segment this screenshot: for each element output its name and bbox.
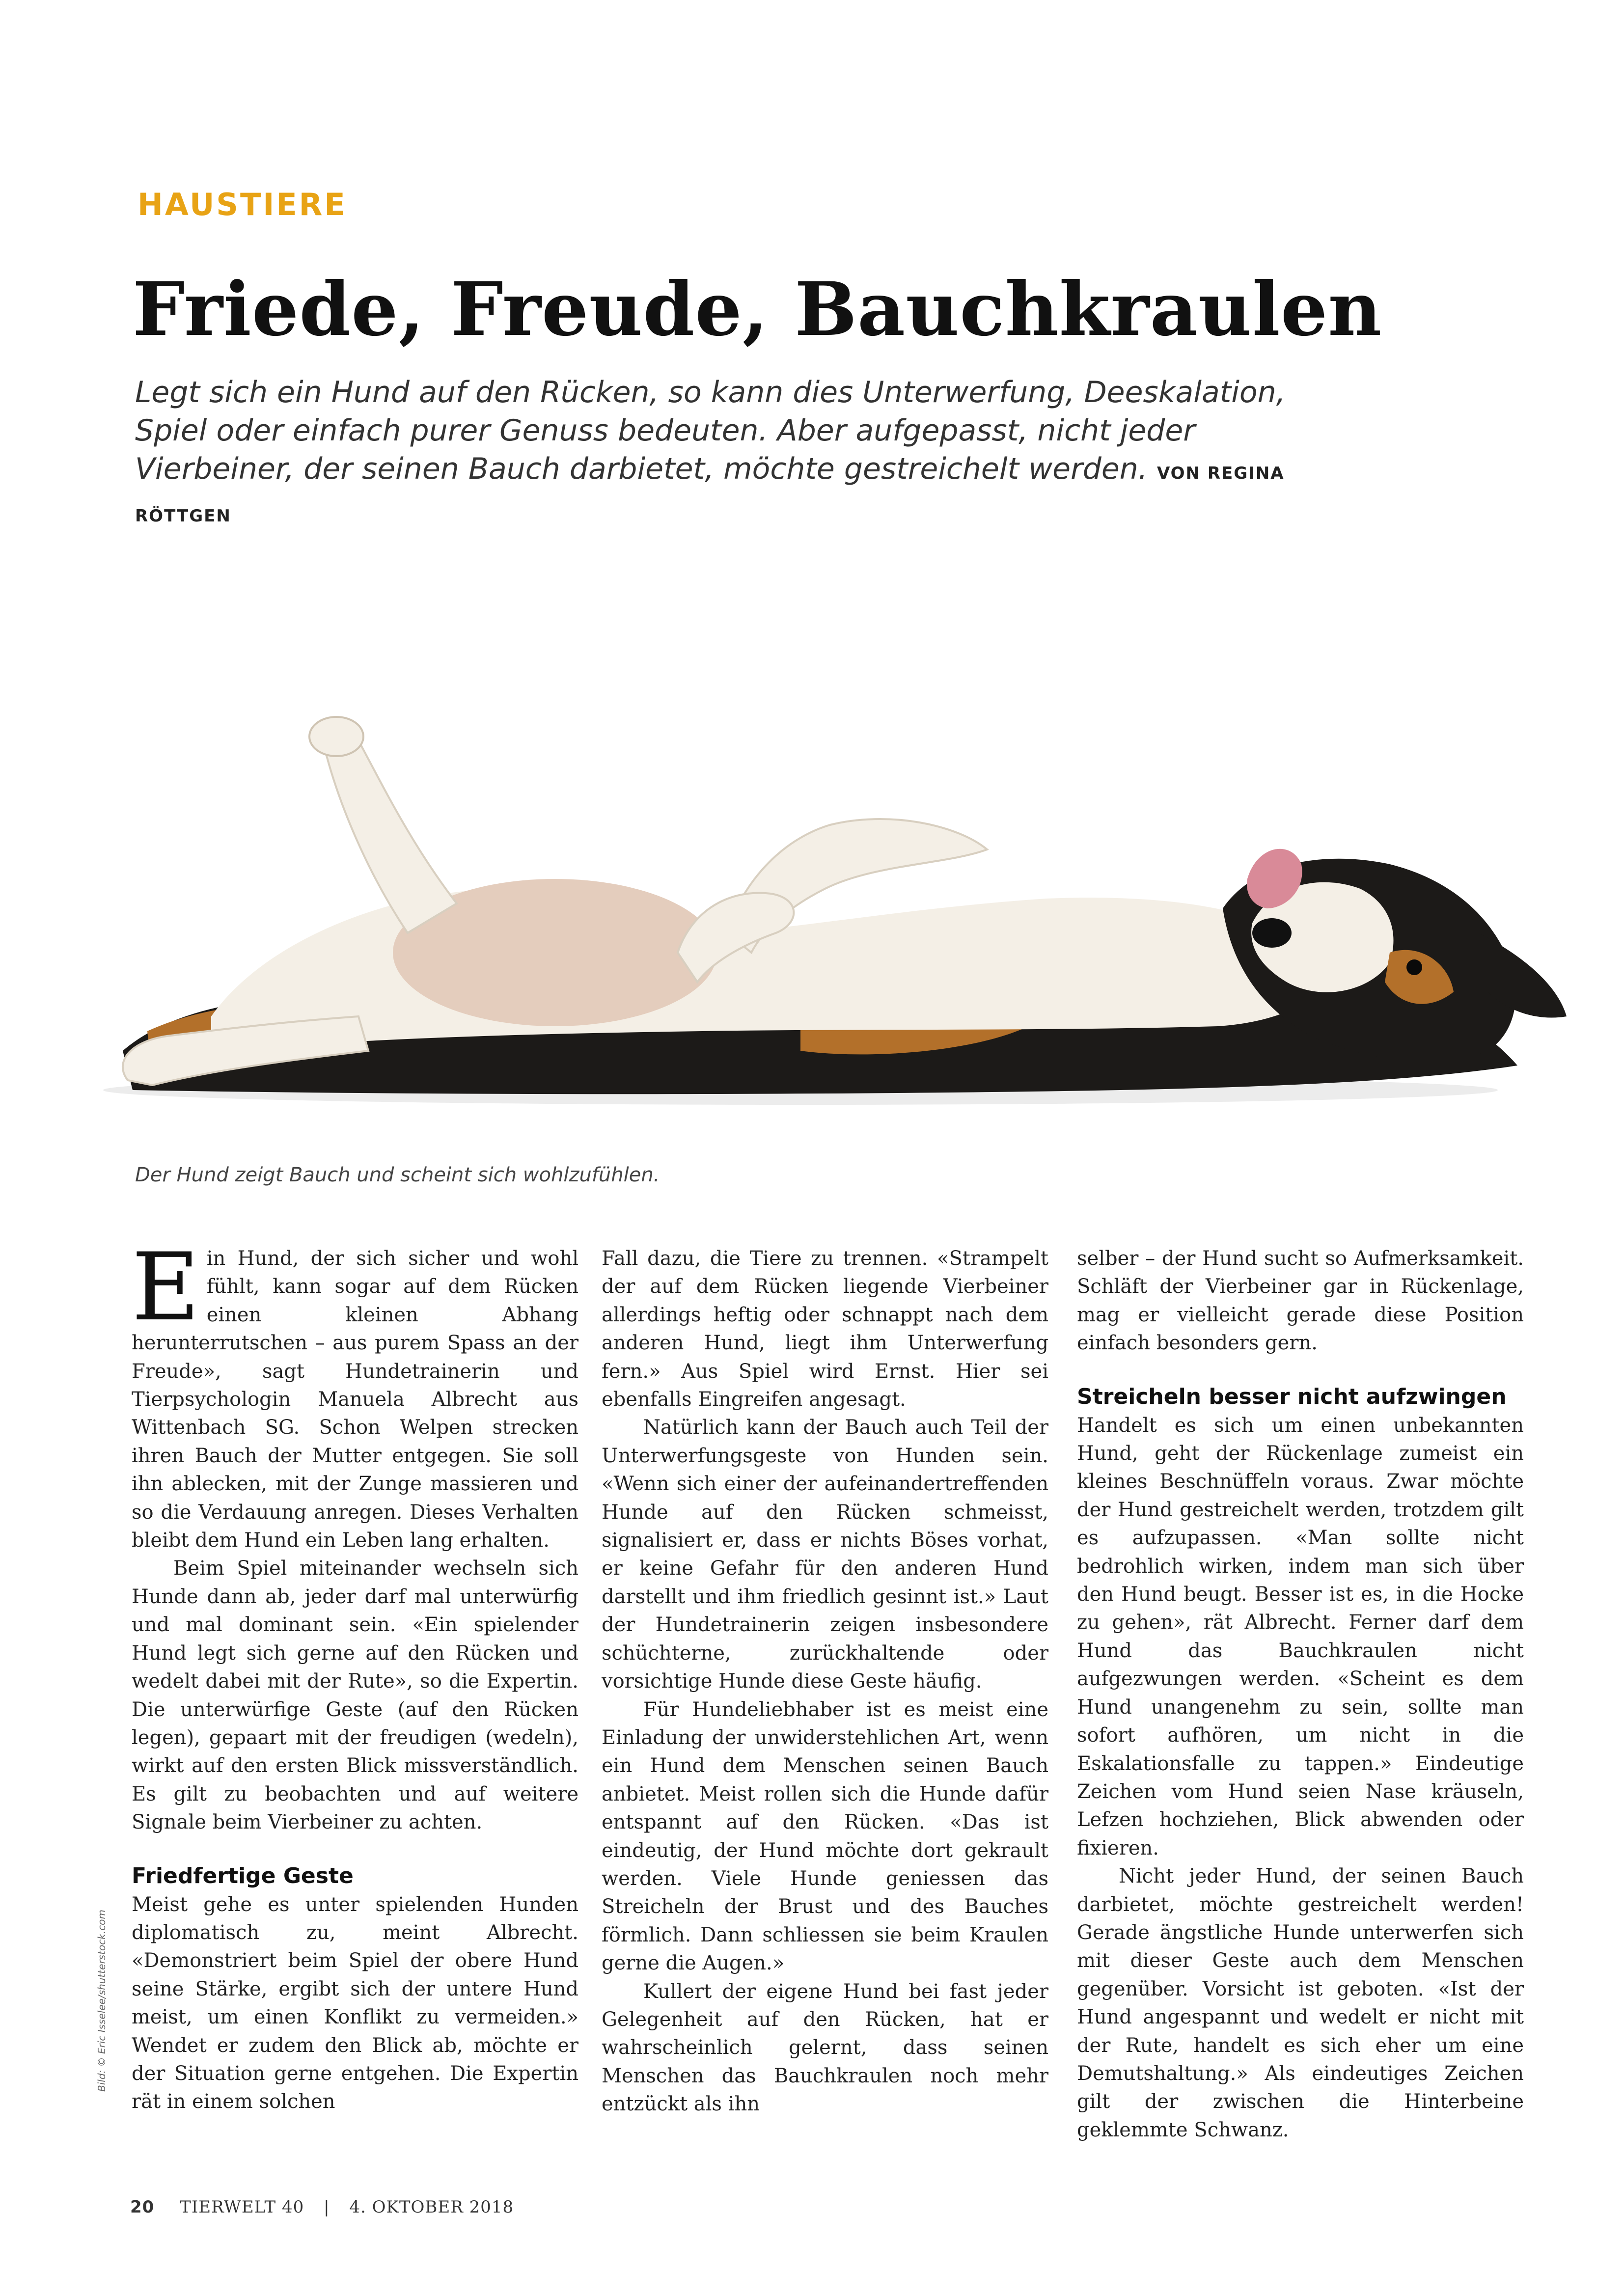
paragraph: Fall dazu, die Tiere zu trennen. «Strampelt der auf dem Rücken liegende Vierbeiner allerdings heftig oder schnappt nach dem anderen Hund, liegt ihm Unterwerfung fern.» Aus Spiel wird Ernst. Hier sei ebenfalls Eingreifen angesagt. xyxy=(602,1247,1048,1411)
dog-eye xyxy=(1406,959,1422,975)
issue-date: 4. OKTOBER 2018 xyxy=(349,2197,514,2217)
paragraph: Kullert der eigene Hund bei fast jeder Gelegenheit auf den Rücken, hat er wahrscheinlich gelernt, dass seinen Menschen das Bauchkraulen noch mehr entzückt als ihn xyxy=(602,1980,1048,2116)
magazine-issue: TIERWELT 40 xyxy=(180,2197,304,2217)
paragraph xyxy=(132,1233,578,1555)
dog-hind-paw xyxy=(309,717,363,756)
dropcap: E xyxy=(132,1233,200,1341)
paragraph: Nicht jeder Hund, der seinen Bauch darbietet, möchte gestreichelt werden! Gerade ängstliche Hunde unterwerfen sich mit dieser Geste auch dem Menschen gegenüber. Vorsicht ist geboten. «Ist der Hund angespannt und wedelt er nicht mit der Rute, handelt es sich eher um eine Demutshaltung.» Als eindeutiges Zeichen gilt der zwischen die Hinterbeine geklemmte Schwanz. xyxy=(1077,1865,1524,2141)
subheading-friedfertige-geste: Friedfertige Geste xyxy=(132,1863,354,1888)
dog-nose xyxy=(1252,918,1292,948)
paragraph: Natürlich kann der Bauch auch Teil der Unterwerfungsgeste von Hunden sein. «Wenn sich einer der aufeinandertreffenden Hunde auf den Rücken schmeisst, signalisiert er, dass er nichts Böses vorhat, er keine Gefahr für den anderen Hund darstellt und ihm friedlich gesinnt ist.» Laut der Hundetrainerin zeigen insbesondere schüchterne, zurückhaltende oder vorsichtige Hunde diese Geste häufig. xyxy=(602,1416,1048,1693)
article-column-1 xyxy=(132,1233,578,2116)
footer-separator: | xyxy=(324,2197,330,2217)
photo-credit: Bild: © Eric Isselee/shutterstock.com xyxy=(96,1910,108,2092)
hero-photo xyxy=(64,678,1576,1144)
page-footer xyxy=(130,2197,514,2217)
lead-text: Legt sich ein Hund auf den Rücken, so kann dies Unterwerfung, Deeskalation, Spiel oder einfach purer Genuss bedeuten. Aber aufgepasst, nicht jeder Vierbeiner, der seinen Bauch darbietet, möchte gestreichelt werden. xyxy=(135,375,1286,486)
dog-illustration xyxy=(64,678,1576,1144)
headline: Friede, Freude, Bauchkraulen xyxy=(133,266,1382,353)
photo-caption: Der Hund zeigt Bauch und scheint sich wohlzufühlen. xyxy=(135,1164,660,1186)
paragraph-text: in Hund, der sich sicher und wohl fühlt, kann sogar auf dem Rücken einen kleinen Abhang herunterrutschen – aus purem Spass an der Freude», sagt Hundetrainerin und Tierpsychologin Manuela Albrecht aus Wittenbach SG. Schon Welpen strecken ihren Bauch der Mutter entgegen. Sie soll ihn ablecken, mit der Zunge massieren und so die Verdauung anregen. Dieses Verhalten bleibt dem Hund ein Leben lang erhalten. xyxy=(132,1247,578,1552)
paragraph: Beim Spiel miteinander wechseln sich Hunde dann ab, jeder darf mal unterwürfig und mal dominant sein. «Ein spielender Hund legt sich gerne auf den Rücken und wedelt dabei mit der Rute», so die Expertin. Die unterwürfige Geste (auf den Rücken legen), gepaart mit der freudigen (wedeln), wirkt auf den ersten Blick missverständlich. Es gilt zu beobachten und auf weitere Signale beim Vierbeiner zu achten. xyxy=(132,1557,578,1834)
article-column-2 xyxy=(602,1245,1048,2119)
paragraph: Für Hundeliebhaber ist es meist eine Einladung der unwiderstehlichen Art, wenn ein Hund dem Menschen seinen Bauch anbietet. Meist rollen sich die Hunde dafür entspannt auf den Rücken. «Das ist eindeutig, der Hund möchte dort gekrault werden. Viele Hunde geniessen das Streicheln der Brust und des Bauches förmlich. Dann schliessen sie beim Kraulen gerne die Augen.» xyxy=(602,1698,1048,1975)
paragraph: selber – der Hund sucht so Aufmerksamkeit. Schläft der Vierbeiner gar in Rückenlage, mag er vielleicht gerade diese Position einfach besonders gern. xyxy=(1077,1247,1524,1355)
article-column-3 xyxy=(1077,1245,1524,2144)
paragraph: Meist gehe es unter spielenden Hunden diplomatisch zu, meint Albrecht. «Demonstriert beim Spiel der obere Hund seine Stärke, ergibt sich der untere Hund meist, um einen Konflikt zu vermeiden.» Wendet er zudem den Blick ab, möchte er der Situation gerne entgehen. Die Expertin rät in einem solchen xyxy=(132,1893,578,2113)
lead-paragraph xyxy=(135,373,1323,535)
subheading-streicheln: Streicheln besser nicht aufzwingen xyxy=(1077,1384,1507,1409)
page-number: 20 xyxy=(130,2197,155,2217)
byline: VON REGINA RÖTTGEN xyxy=(135,464,1285,526)
paragraph: Handelt es sich um einen unbekannten Hund, geht der Rückenlage zumeist ein kleines Beschnüffeln voraus. Zwar möchte der Hund gestreichelt werden, trotzdem gilt es aufzupassen. «Man sollte nicht bedrohlich wirken, indem man sich über den Hund beugt. Besser ist es, in die Hocke zu gehen», rät Albrecht. Ferner darf dem Hund das Bauchkraulen nicht aufgezwungen werden. «Scheint es dem Hund unangenehm zu sein, sollte man sofort aufhören, um nicht in die Eskalationsfalle zu tappen.» Eindeutige Zeichen vom Hund seien Nase kräuseln, Lefzen hochziehen, Blick abwenden oder fixieren. xyxy=(1077,1414,1524,1859)
section-tag: HAUSTIERE xyxy=(138,187,347,222)
